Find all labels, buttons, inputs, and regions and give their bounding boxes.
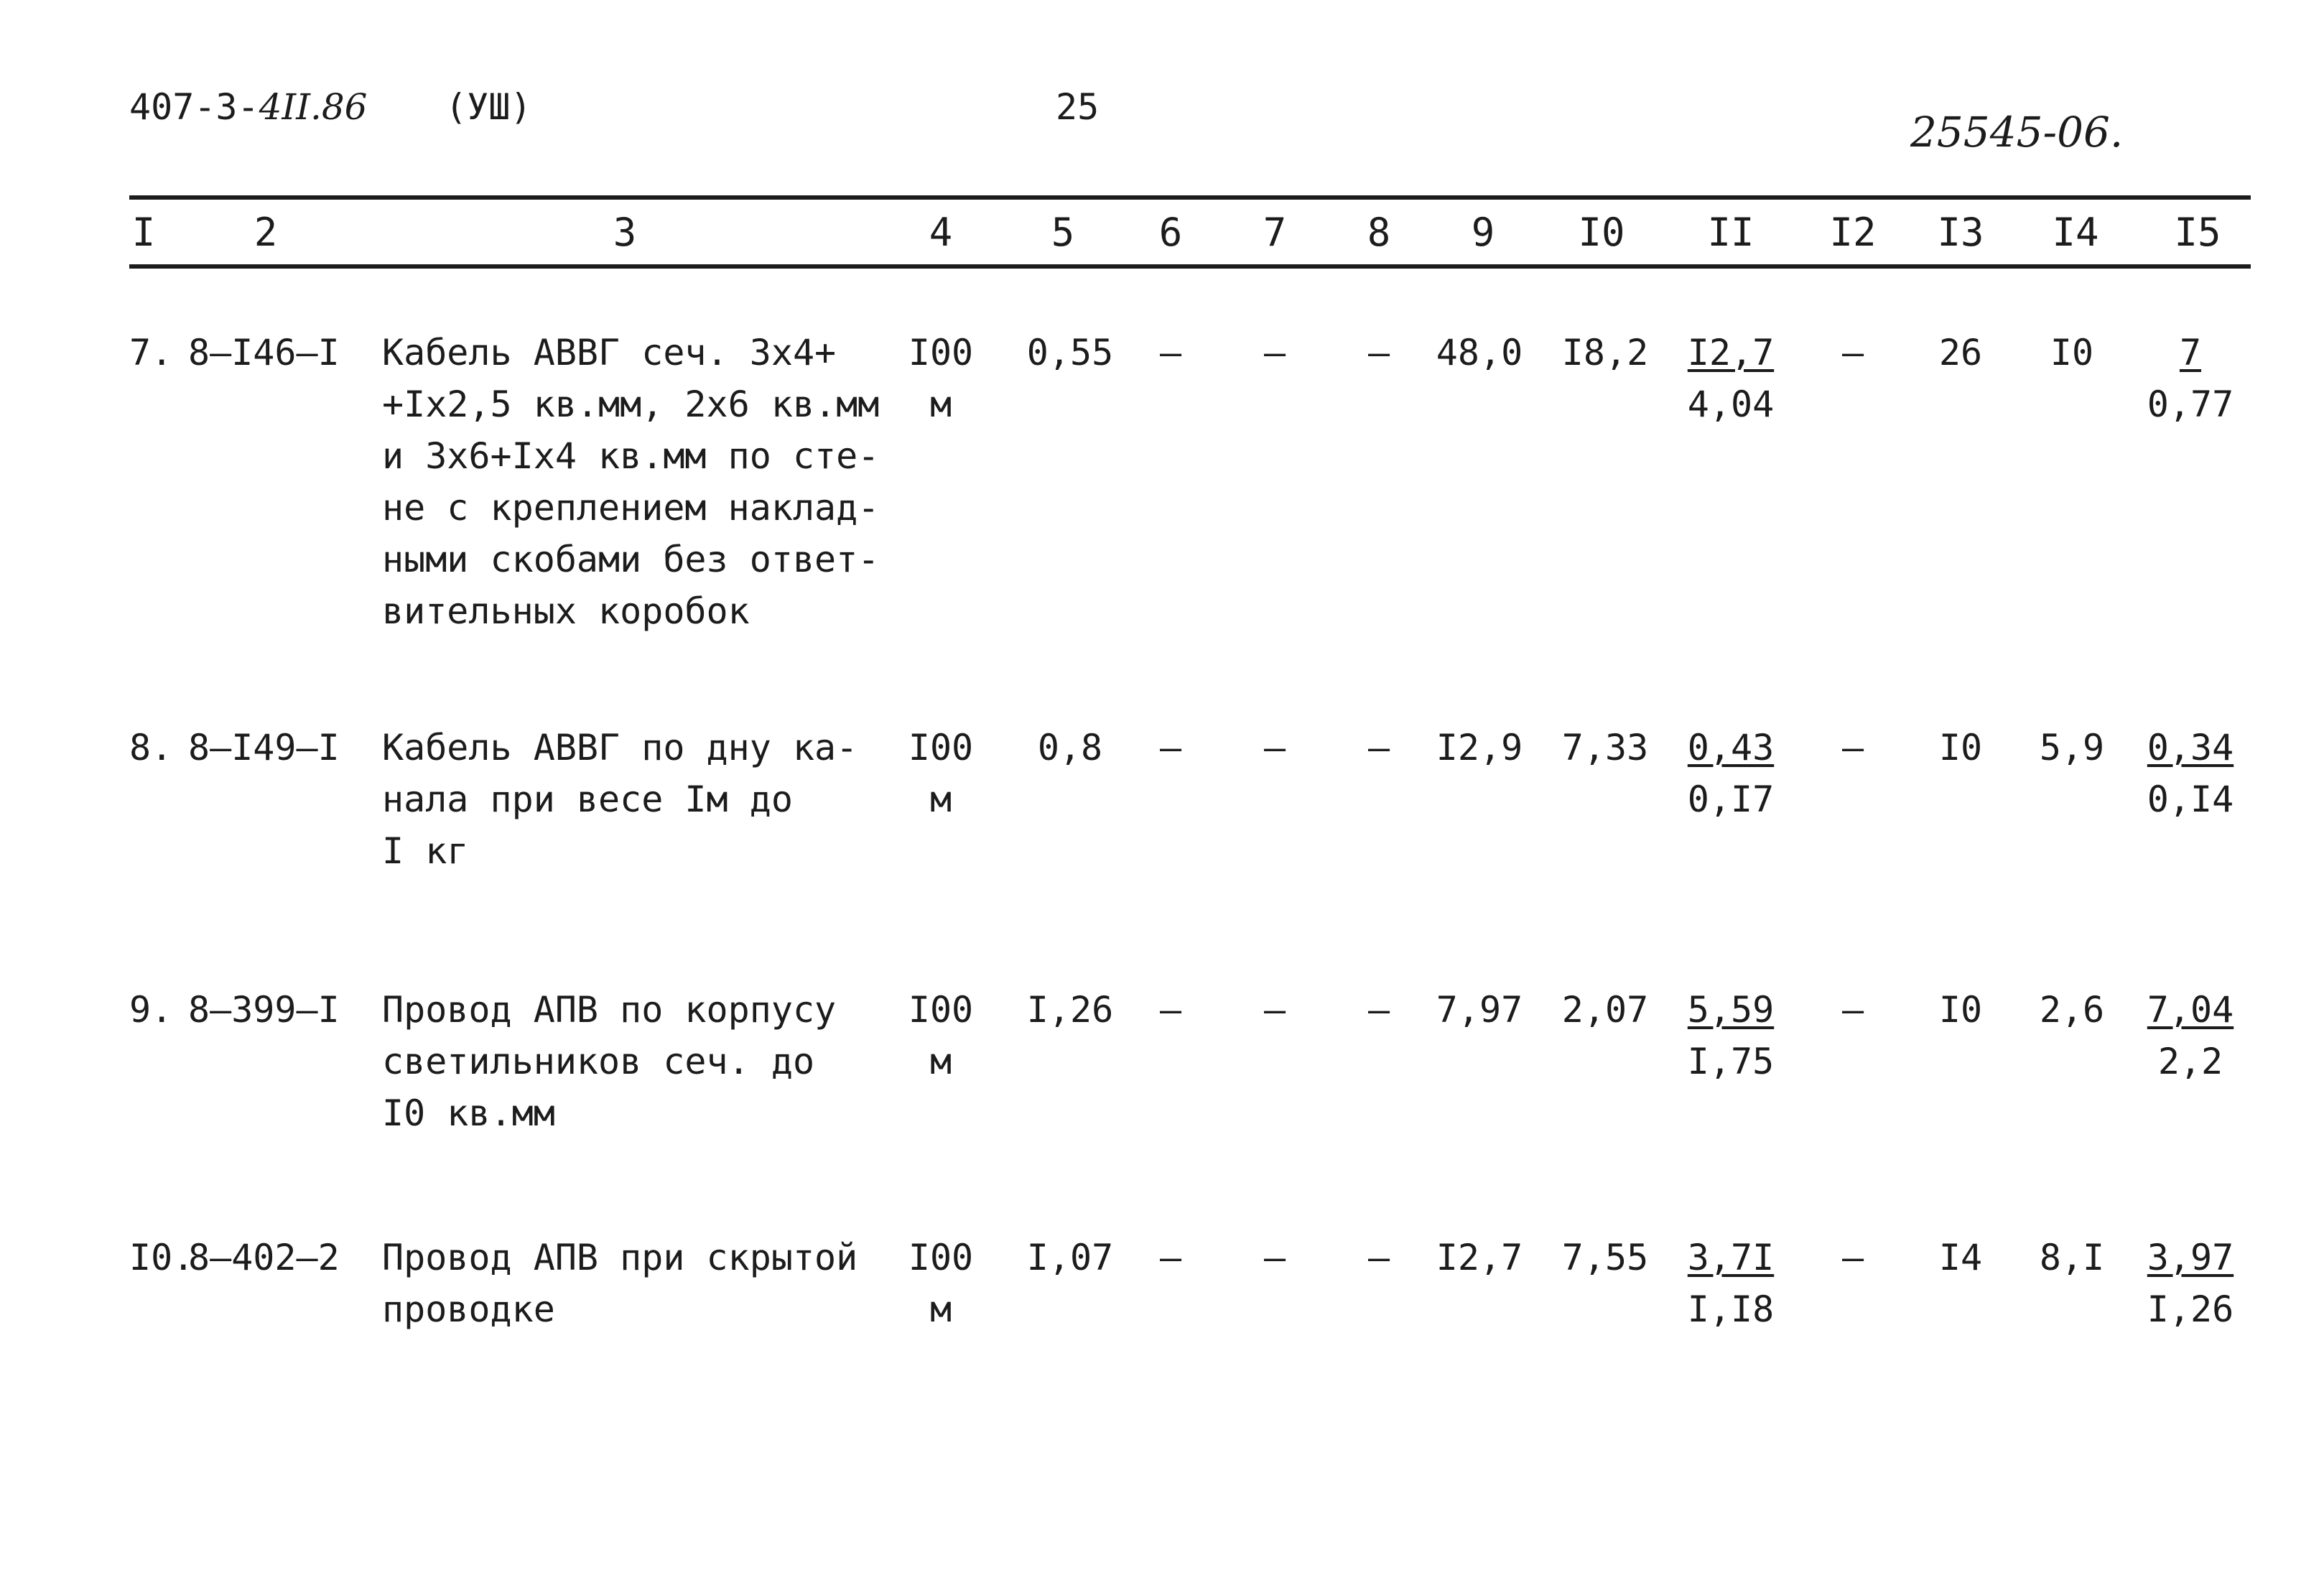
fraction-numerator: 3,97 (2147, 1237, 2234, 1278)
col-14-value: I0 (2050, 332, 2094, 373)
fraction-denominator: I,I8 (1687, 1288, 1775, 1330)
description-line: ными скобами без ответ- (382, 539, 880, 580)
col-12-value: – (1841, 989, 1864, 1031)
rate-code: 8–I46–I (188, 332, 340, 373)
col-header-13: I3 (1937, 210, 1984, 255)
description-line: I0 кв.мм (382, 1092, 555, 1134)
col-14-value: 5,9 (2039, 727, 2105, 768)
description-line: Кабель АВВГ сеч. 3х4+ (382, 332, 837, 373)
table-header-rule (129, 264, 2251, 269)
col-8-value: – (1367, 1237, 1390, 1278)
col-header-3: 3 (613, 210, 637, 255)
description-line: Провод АПВ по корпусу (382, 989, 837, 1031)
col-15-fraction (2137, 327, 2244, 430)
document-code-handwritten: 4II.86 (259, 86, 368, 128)
col-7-value: – (1263, 1237, 1286, 1278)
col-header-6: 6 (1158, 210, 1183, 255)
fraction-denominator: I,75 (1687, 1041, 1775, 1082)
work-description (382, 984, 899, 1139)
unit-of-measure (898, 327, 984, 430)
fraction-numerator: 0,43 (1687, 727, 1775, 768)
quantity: I,07 (1026, 1237, 1114, 1278)
col-8-value: – (1367, 332, 1390, 373)
description-line: и 3х6+Iх4 кв.мм по сте- (382, 435, 880, 477)
row-number: I0. (129, 1237, 195, 1278)
archive-number: 25545-06. (1910, 108, 2124, 157)
document-code (129, 86, 367, 128)
col-header-12: I2 (1829, 210, 1877, 255)
description-line: I кг (382, 830, 469, 872)
rate-code: 8–399–I (188, 989, 340, 1031)
page-number: 25 (1056, 86, 1100, 128)
col-11-fraction (1677, 1232, 1785, 1335)
unit-line: м (929, 779, 952, 820)
col-10-value: I8,2 (1561, 332, 1649, 373)
unit-line: I00 (908, 727, 974, 768)
col-header-7: 7 (1263, 210, 1287, 255)
col-header-11: II (1707, 210, 1754, 255)
unit-of-measure (898, 1232, 984, 1335)
description-line: +Iх2,5 кв.мм, 2х6 кв.мм (382, 384, 880, 425)
work-description (382, 1232, 899, 1335)
work-description (382, 327, 899, 637)
rate-code: 8–402–2 (188, 1237, 340, 1278)
col-6-value: – (1159, 989, 1182, 1031)
col-13-value: I0 (1938, 727, 1983, 768)
col-header-2: 2 (254, 210, 278, 255)
work-description (382, 722, 899, 877)
col-header-5: 5 (1051, 210, 1075, 255)
row-number: 7. (129, 332, 173, 373)
description-line: Провод АПВ при скрытой (382, 1237, 858, 1278)
rate-code: 8–I49–I (188, 727, 340, 768)
description-line: светильников сеч. до (382, 1041, 815, 1082)
fraction-numerator: 0,34 (2147, 727, 2234, 768)
col-9-value: I2,9 (1436, 727, 1523, 768)
col-header-1: I (131, 210, 156, 255)
col-7-value: – (1263, 989, 1286, 1031)
col-8-value: – (1367, 727, 1390, 768)
unit-line: I00 (908, 989, 974, 1031)
col-header-4: 4 (929, 210, 953, 255)
col-header-15: I5 (2174, 210, 2221, 255)
quantity: I,26 (1026, 989, 1114, 1031)
unit-line: I00 (908, 332, 974, 373)
quantity: 0,8 (1037, 727, 1103, 768)
col-14-value: 2,6 (2039, 989, 2105, 1031)
fraction-denominator: 0,I7 (1687, 779, 1775, 820)
unit-line: м (929, 384, 952, 425)
table-top-rule (129, 195, 2251, 200)
fraction-numerator: 7,04 (2147, 989, 2234, 1031)
col-11-fraction (1677, 327, 1785, 430)
col-8-value: – (1367, 989, 1390, 1031)
description-line: проводке (382, 1288, 555, 1330)
fraction-denominator: 0,77 (2147, 384, 2234, 425)
col-9-value: I2,7 (1436, 1237, 1523, 1278)
description-line: Кабель АВВГ по дну ка- (382, 727, 858, 768)
fraction-denominator: I,26 (2147, 1288, 2234, 1330)
row-number: 9. (129, 989, 173, 1031)
col-14-value: 8,I (2039, 1237, 2105, 1278)
quantity: 0,55 (1026, 332, 1114, 373)
unit-line: м (929, 1288, 952, 1330)
col-10-value: 7,33 (1561, 727, 1649, 768)
description-line: вительных коробок (382, 590, 750, 632)
fraction-numerator: 7 (2179, 332, 2202, 373)
col-6-value: – (1159, 727, 1182, 768)
col-12-value: – (1841, 727, 1864, 768)
fraction-numerator: 5,59 (1687, 989, 1775, 1031)
col-13-value: I0 (1938, 989, 1983, 1031)
fraction-denominator: 0,I4 (2147, 779, 2234, 820)
col-7-value: – (1263, 727, 1286, 768)
section-label: (УШ) (445, 86, 532, 128)
col-15-fraction (2137, 984, 2244, 1087)
col-6-value: – (1159, 1237, 1182, 1278)
unit-line: I00 (908, 1237, 974, 1278)
description-line: не с креплением наклад- (382, 487, 880, 529)
col-9-value: 48,0 (1436, 332, 1523, 373)
document-code-printed: 407-3- (129, 86, 259, 128)
fraction-numerator: I2,7 (1687, 332, 1775, 373)
col-header-10: I0 (1578, 210, 1625, 255)
col-7-value: – (1263, 332, 1286, 373)
col-10-value: 7,55 (1561, 1237, 1649, 1278)
col-11-fraction (1677, 984, 1785, 1087)
row-number: 8. (129, 727, 173, 768)
col-header-8: 8 (1367, 210, 1391, 255)
col-9-value: 7,97 (1436, 989, 1523, 1031)
unit-line: м (929, 1041, 952, 1082)
fraction-denominator: 2,2 (2157, 1041, 2223, 1082)
col-12-value: – (1841, 1237, 1864, 1278)
col-13-value: 26 (1938, 332, 1983, 373)
col-11-fraction (1677, 722, 1785, 825)
fraction-denominator: 4,04 (1687, 384, 1775, 425)
col-10-value: 2,07 (1561, 989, 1649, 1031)
col-header-14: I4 (2052, 210, 2099, 255)
description-line: нала при весе Iм до (382, 779, 793, 820)
col-header-9: 9 (1471, 210, 1495, 255)
unit-of-measure (898, 984, 984, 1087)
col-12-value: – (1841, 332, 1864, 373)
col-15-fraction (2137, 1232, 2244, 1335)
fraction-numerator: 3,7I (1687, 1237, 1775, 1278)
unit-of-measure (898, 722, 984, 825)
col-13-value: I4 (1938, 1237, 1983, 1278)
col-6-value: – (1159, 332, 1182, 373)
col-15-fraction (2137, 722, 2244, 825)
